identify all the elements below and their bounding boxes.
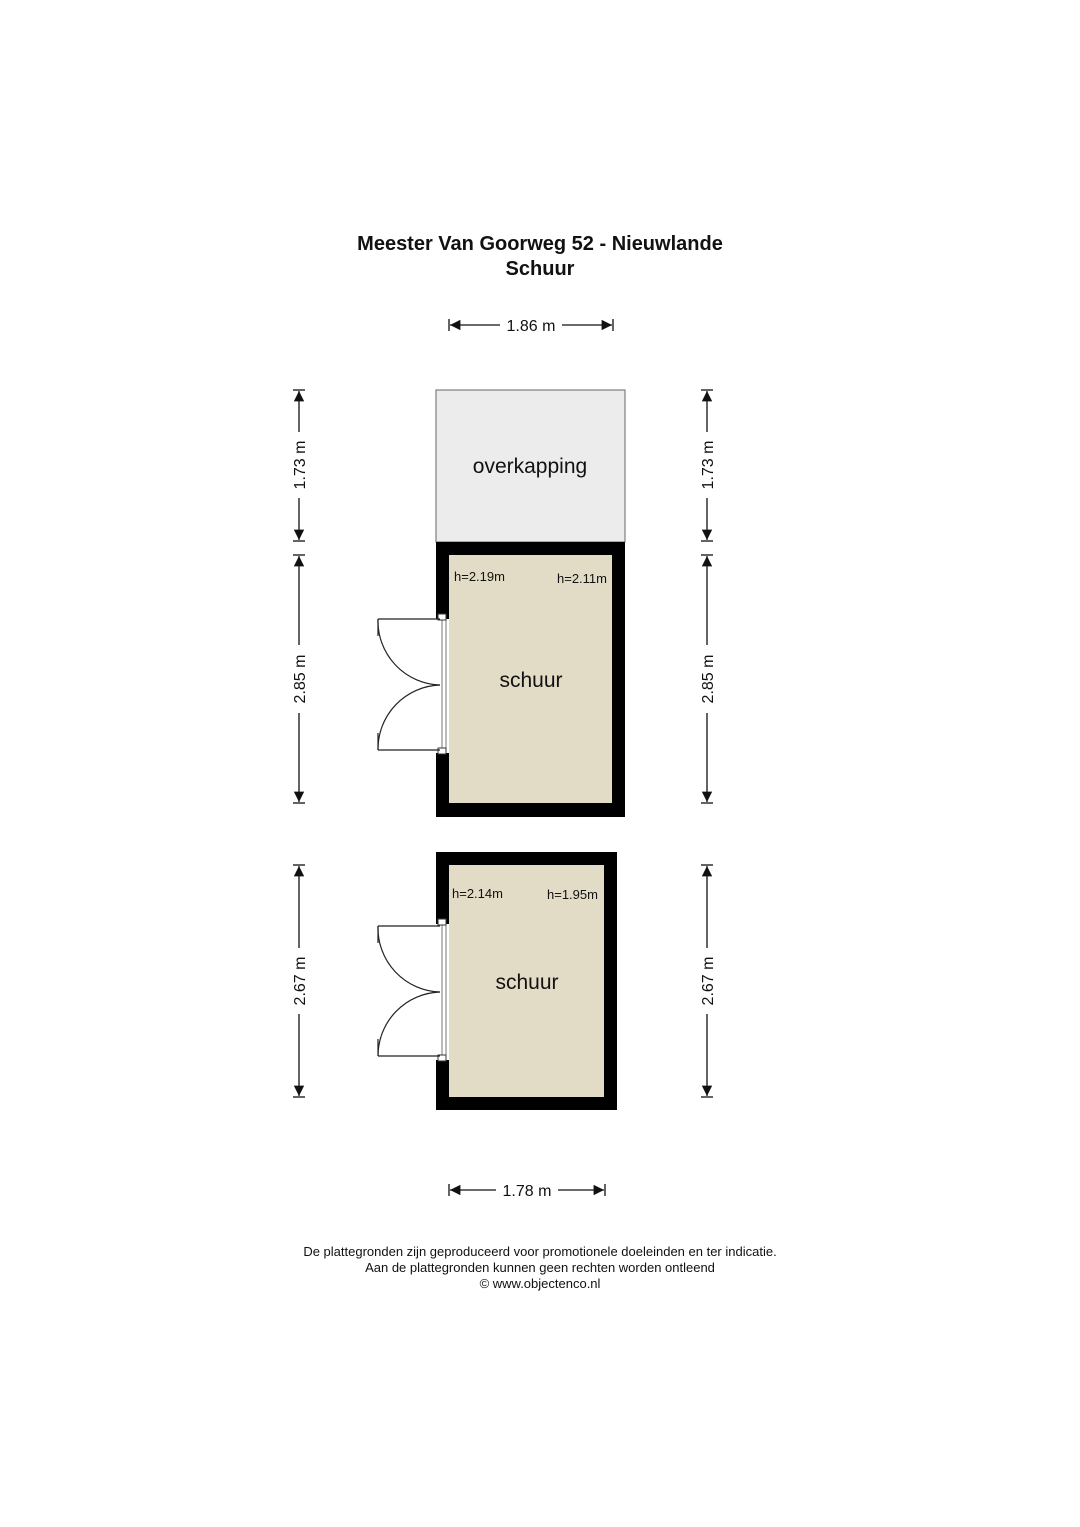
dimension-label: 2.67 m [700,956,717,1006]
room-label-shed-2: schuur [495,971,559,994]
disclaimer-line: De plattegronden zijn geproduceerd voor promotionele doeleinden en ter indicatie. [303,1244,777,1259]
dimension-shed-2-left [292,865,309,1097]
dimension-label: 2.67 m [292,956,309,1006]
dimension-label: 1.73 m [292,440,309,490]
dimension-shed-2-right [700,865,717,1097]
disclaimer-line: Aan de plattegronden kunnen geen rechten worden ontleend [365,1260,715,1275]
dimension-shed-1-left [292,555,309,803]
plan-subtitle: Schuur [505,258,575,280]
dimension-shed-1-right [700,555,717,803]
room-shed-2 [378,852,617,1110]
room-canopy [436,390,625,542]
room-label-canopy: overkapping [472,455,588,478]
dimension-label: 2.85 m [700,654,717,704]
room-label-shed-1: schuur [499,669,563,692]
ceiling-height-label: h=1.95m [547,887,598,902]
ceiling-height-label: h=2.14m [452,886,503,901]
dimension-label: 1.78 m [502,1183,552,1200]
dimension-canopy-right [700,390,717,541]
dimension-label: 1.73 m [700,440,717,490]
room-shed-1 [378,542,625,817]
dimension-label: 2.85 m [292,654,309,704]
shed-2-double-door [378,926,440,1056]
dimension-label: 1.86 m [506,318,556,335]
copyright-line: © www.objectenco.nl [479,1276,601,1291]
ceiling-height-label: h=2.11m [557,571,607,586]
dimension-canopy-left [292,390,309,541]
dimension-bottom-width [449,1183,605,1200]
plan-title: Meester Van Goorweg 52 - Nieuwlande [357,233,723,255]
shed-1-double-door [378,619,440,750]
ceiling-height-label: h=2.19m [454,569,505,584]
dimension-top-width [449,318,613,335]
